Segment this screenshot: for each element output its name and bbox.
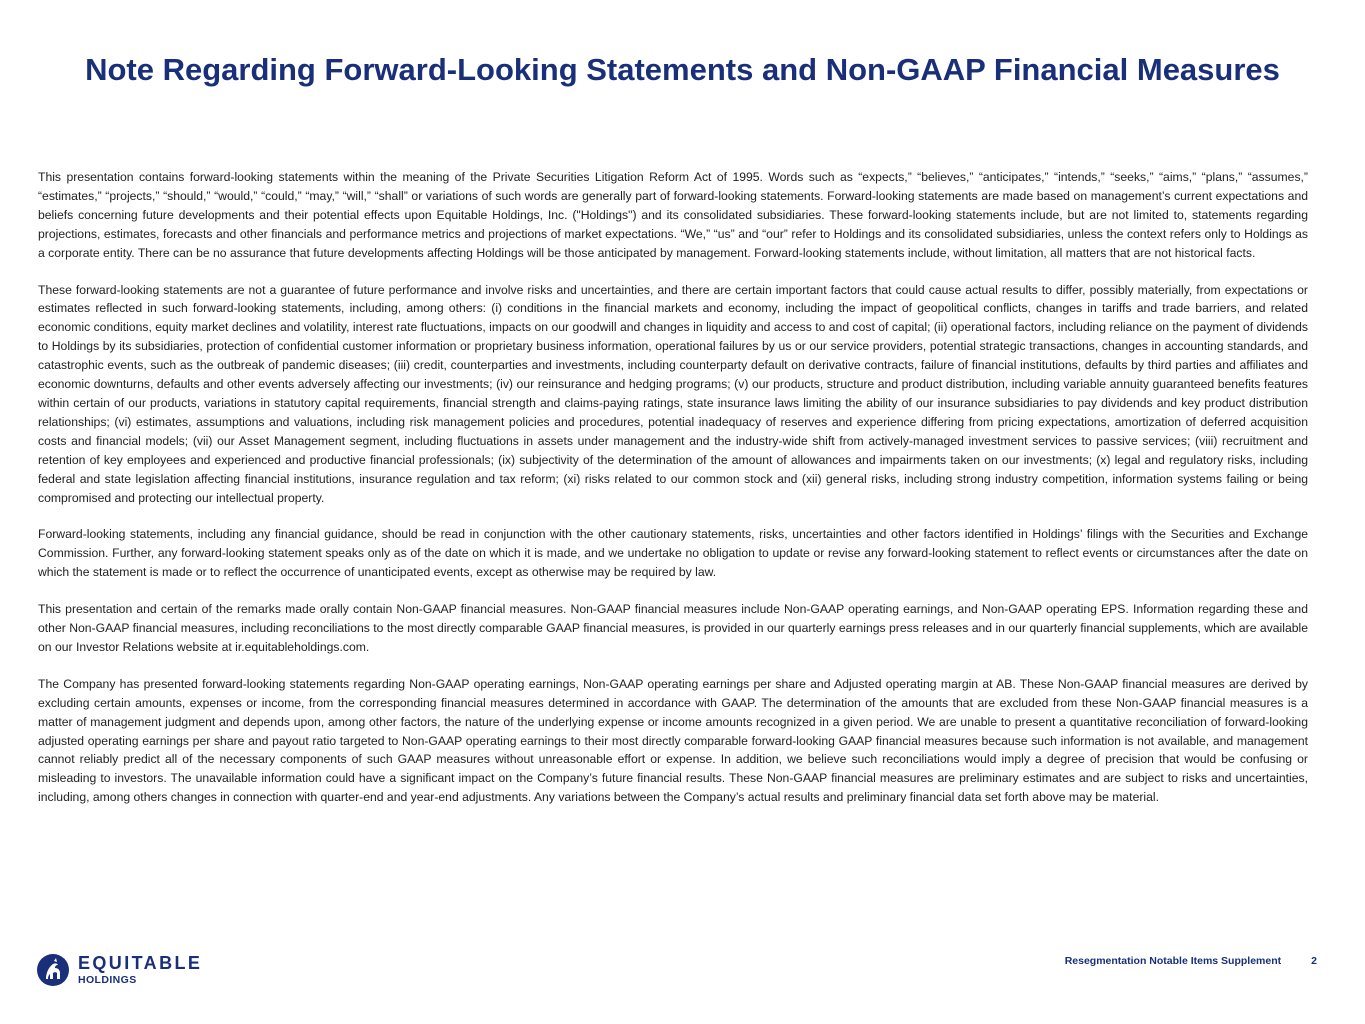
document-name: Resegmentation Notable Items Supplement: [1064, 955, 1282, 967]
paragraph-risk-factors: These forward-looking statements are not a guarantee of future performance and involve risks and uncertainties, and there are certain important factors that could cause actual results to differ, possibly materially, from expectations or estimates reflected in such forward-looking statements, including, among others: (i) conditions in the financial markets and economy, including the impact of geopolitical conflicts, changes in tariffs and trade barriers, and related economic conditions, equity market declines and volatility, interest rate fluctuations, impacts on our goodwill and changes in liquidity and access to and cost of capital; (ii) operational factors, including reliance on the payment of dividends to Holdings by its subsidiaries, protection of confidential customer information or proprietary business information, operational failures by us or our service providers, potential strategic transactions, changes in accounting standards, and catastrophic events, such as the outbreak of pandemic diseases; (iii) credit, counterparties and investments, including counterparty default on derivative contracts, failure of financial institutions, defaults by third parties and affiliates and economic downturns, defaults and other events adversely affecting our investments; (iv) our reinsurance and hedging programs; (v) our products, structure and product distribution, including variable annuity guaranteed benefits features within certain of our products, variations in statutory capital requirements, financial strength and claims-paying ratings, state insurance laws limiting the ability of our insurance subsidiaries to pay dividends and key product distribution relationships; (vi) estimates, assumptions and valuations, including risk management policies and procedures, potential inadequacy of reserves and experience differing from pricing expectations, amortization of deferred acquisition costs and financial models; (vii) our Asset Management segment, including fluctuations in assets under management and the industry-wide shift from actively-managed investment services to passive services; (viii) recruitment and retention of key employees and experienced and productive financial professionals; (ix) subjectivity of the determination of the amount of allowances and impairments taken on our investments; (x) legal and regulatory risks, including federal and state legislation affecting financial institutions, insurance regulation and tax reform; (xi) risks related to our common stock and (xii) general risks, including strong industry competition, information systems failing or being compromised and protecting our intellectual property.: [38, 282, 1308, 505]
logo-name: EQUITABLE: [78, 953, 203, 973]
equitable-logo-icon: [36, 953, 70, 987]
logo-subtitle: HOLDINGS: [78, 974, 137, 986]
equitable-logo: [36, 950, 202, 990]
paragraph-non-gaap-measures: This presentation and certain of the remarks made orally contain Non-GAAP financial measures. Non-GAAP financial measures include Non-GAAP operating earnings, and Non-GAAP operating EPS. Information regarding these and other Non-GAAP financial measures, including reconciliations to the most directly comparable GAAP financial measures, is provided in our quarterly earnings press releases and in our quarterly financial supplements, which are available on our Investor Relations website at ir.equitableholdings.com.: [38, 602, 1308, 654]
paragraph-forward-looking-intro: This presentation contains forward-looking statements within the meaning of the Private Securities Litigation Reform Act of 1995. Words such as “expects,” “believes,” “anticipates,” “intends,” “seeks,” “aims,” “plans,” “assumes,” “estimates,” “projects,” “should,” “would,” “could,” “may,” “will,” “shall” or variations of such words are generally part of forward-looking statements. Forward-looking statements are made based on management’s current expectations and beliefs concerning future developments and their potential effects upon Equitable Holdings, Inc. ("Holdings") and its consolidated subsidiaries. These forward-looking statements include, but are not limited to, statements regarding projections, estimates, forecasts and other financials and performance metrics and projections of market expectations. “We,” “us” and “our” refer to Holdings and its consolidated subsidiaries, unless the context refers only to Holdings as a corporate entity. There can be no assurance that future developments affecting Holdings will be those anticipated by management. Forward-looking statements include, without limitation, all matters that are not historical facts.: [38, 170, 1308, 260]
footer-info: [1065, 955, 1317, 967]
page-title: Note Regarding Forward-Looking Statements and Non-GAAP Financial Measures: [85, 52, 1280, 87]
paragraph-non-gaap-reconciliation: The Company has presented forward-looking statements regarding Non-GAAP operating earnings, Non-GAAP operating earnings per share and Adjusted operating margin at AB. These Non-GAAP financial measures are derived by excluding certain amounts, expenses or income, from the corresponding financial measures determined in accordance with GAAP. The determination of the amounts that are excluded from these Non-GAAP financial measures is a matter of management judgment and depends upon, among other factors, the nature of the underlying expense or income amounts recognized in a given period. We are unable to present a quantitative reconciliation of forward-looking adjusted operating earnings per share and payout ratio targeted to Non-GAAP operating earnings to their most directly comparable forward-looking GAAP financial measures because such information is not available, and management cannot reliably predict all of the necessary components of such GAAP measures without unreasonable effort or expense. In addition, we believe such reconciliations would imply a degree of precision that would be confusing or misleading to investors. The unavailable information could have a significant impact on the Company’s future financial results. These Non-GAAP financial measures are preliminary estimates and are subject to risks and uncertainties, including, among others changes in connection with quarter-end and year-end adjustments. Any variations between the Company’s actual results and preliminary financial data set forth above may be material.: [38, 676, 1308, 805]
disclaimer-body: [38, 168, 1308, 825]
logo-text: [78, 953, 202, 987]
page-number: 2: [1311, 955, 1317, 967]
paragraph-sec-filings: Forward-looking statements, including any financial guidance, should be read in conjunction with the other cautionary statements, risks, uncertainties and other factors identified in Holdings’ filings with the Securities and Exchange Commission. Further, any forward-looking statement speaks only as of the date on which it is made, and we undertake no obligation to update or revise any forward-looking statement to reflect events or circumstances after the date on which the statement is made or to reflect the occurrence of unanticipated events, except as otherwise may be required by law.: [38, 527, 1308, 580]
